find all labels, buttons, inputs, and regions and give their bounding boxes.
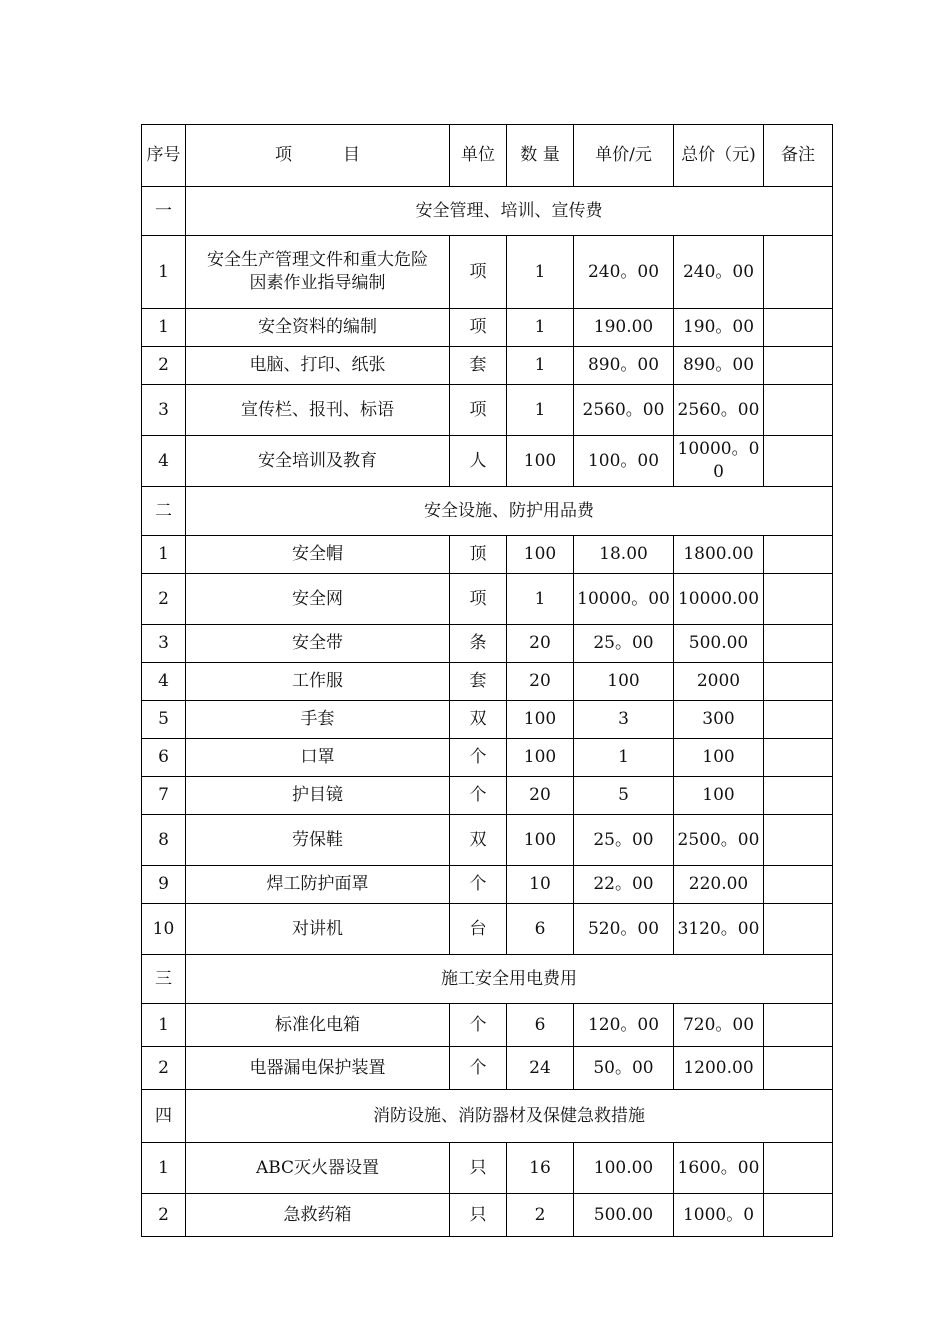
cell-qty: 100 xyxy=(507,815,574,866)
cell-price: 520。00 xyxy=(574,904,674,955)
cell-qty: 1 xyxy=(507,385,574,436)
cell-item: 安全帽 xyxy=(186,536,450,574)
section-row xyxy=(142,1090,833,1143)
cell-seq: 10 xyxy=(142,904,186,955)
cell-qty: 100 xyxy=(507,701,574,739)
cell-note xyxy=(764,309,833,347)
cell-unit: 项 xyxy=(450,309,507,347)
cell-total: 3120。00 xyxy=(674,904,764,955)
cell-unit: 个 xyxy=(450,739,507,777)
section-row xyxy=(142,187,833,236)
cell-seq: 4 xyxy=(142,663,186,701)
cell-note xyxy=(764,701,833,739)
cell-qty: 20 xyxy=(507,625,574,663)
table-row xyxy=(142,1004,833,1047)
cell-price: 240。00 xyxy=(574,236,674,309)
table-row xyxy=(142,777,833,815)
section-number: 一 xyxy=(142,187,186,236)
table-body xyxy=(142,125,833,1237)
cell-qty: 24 xyxy=(507,1047,574,1090)
cell-seq: 3 xyxy=(142,625,186,663)
cell-price: 890。00 xyxy=(574,347,674,385)
cell-price: 3 xyxy=(574,701,674,739)
cell-qty: 6 xyxy=(507,904,574,955)
cell-note xyxy=(764,1047,833,1090)
cell-note xyxy=(764,1143,833,1194)
cell-seq: 6 xyxy=(142,739,186,777)
table-row xyxy=(142,815,833,866)
cell-item: 对讲机 xyxy=(186,904,450,955)
cell-qty: 2 xyxy=(507,1194,574,1237)
header-unit: 单位 xyxy=(450,125,507,187)
cell-unit: 双 xyxy=(450,701,507,739)
cell-seq: 1 xyxy=(142,1143,186,1194)
header-row xyxy=(142,125,833,187)
cell-total: 220.00 xyxy=(674,866,764,904)
cell-total: 190。00 xyxy=(674,309,764,347)
cell-seq: 1 xyxy=(142,309,186,347)
cell-item: 口罩 xyxy=(186,739,450,777)
cell-price: 25。00 xyxy=(574,815,674,866)
table-row xyxy=(142,625,833,663)
cell-item: 电脑、打印、纸张 xyxy=(186,347,450,385)
table-row xyxy=(142,236,833,309)
table-row xyxy=(142,1047,833,1090)
cell-total: 1200.00 xyxy=(674,1047,764,1090)
table-row xyxy=(142,385,833,436)
cell-qty: 1 xyxy=(507,236,574,309)
cell-price: 100.00 xyxy=(574,1143,674,1194)
header-total: 总价（元) xyxy=(674,125,764,187)
section-title: 安全管理、培训、宣传费 xyxy=(186,187,833,236)
cell-seq: 8 xyxy=(142,815,186,866)
cell-note xyxy=(764,436,833,487)
table-row xyxy=(142,904,833,955)
cell-total: 100 xyxy=(674,739,764,777)
header-note: 备注 xyxy=(764,125,833,187)
table-row xyxy=(142,536,833,574)
cell-qty: 10 xyxy=(507,866,574,904)
section-title: 安全设施、防护用品费 xyxy=(186,487,833,536)
cell-item: 劳保鞋 xyxy=(186,815,450,866)
table-row xyxy=(142,701,833,739)
cell-qty: 6 xyxy=(507,1004,574,1047)
cell-seq: 9 xyxy=(142,866,186,904)
cell-note xyxy=(764,236,833,309)
cell-total: 890。00 xyxy=(674,347,764,385)
cell-total: 1800.00 xyxy=(674,536,764,574)
cell-item: 手套 xyxy=(186,701,450,739)
cell-note xyxy=(764,347,833,385)
cell-unit: 个 xyxy=(450,866,507,904)
cell-note xyxy=(764,866,833,904)
cell-price: 190.00 xyxy=(574,309,674,347)
cell-unit: 只 xyxy=(450,1143,507,1194)
header-item: 项 目 xyxy=(186,125,450,187)
cell-note xyxy=(764,739,833,777)
cell-item: 护目镜 xyxy=(186,777,450,815)
section-row xyxy=(142,955,833,1004)
cell-seq: 7 xyxy=(142,777,186,815)
cell-qty: 100 xyxy=(507,436,574,487)
table-row xyxy=(142,1143,833,1194)
cell-price: 50。00 xyxy=(574,1047,674,1090)
cell-note xyxy=(764,536,833,574)
cell-total: 2000 xyxy=(674,663,764,701)
cell-total: 240。00 xyxy=(674,236,764,309)
cell-unit: 个 xyxy=(450,1004,507,1047)
cell-note xyxy=(764,1194,833,1237)
table-row xyxy=(142,663,833,701)
cell-item: 急救药箱 xyxy=(186,1194,450,1237)
cell-item: 安全培训及教育 xyxy=(186,436,450,487)
cell-seq: 1 xyxy=(142,236,186,309)
cell-qty: 1 xyxy=(507,347,574,385)
cell-total: 1000。0 xyxy=(674,1194,764,1237)
cell-qty: 1 xyxy=(507,309,574,347)
cell-note xyxy=(764,777,833,815)
cell-note xyxy=(764,904,833,955)
cell-unit: 项 xyxy=(450,385,507,436)
table-row xyxy=(142,309,833,347)
cell-item: 安全生产管理文件和重大危险因素作业指导编制 xyxy=(186,236,450,309)
cell-total: 2500。00 xyxy=(674,815,764,866)
cell-price: 5 xyxy=(574,777,674,815)
cell-item: ABC灭火器设置 xyxy=(186,1143,450,1194)
cell-qty: 100 xyxy=(507,536,574,574)
cell-seq: 4 xyxy=(142,436,186,487)
cell-item: 电器漏电保护装置 xyxy=(186,1047,450,1090)
header-seq: 序号 xyxy=(142,125,186,187)
cell-price: 10000。00 xyxy=(574,574,674,625)
cell-unit: 条 xyxy=(450,625,507,663)
cell-total: 500.00 xyxy=(674,625,764,663)
table-row xyxy=(142,574,833,625)
section-row xyxy=(142,487,833,536)
cell-price: 2560。00 xyxy=(574,385,674,436)
cell-total: 100 xyxy=(674,777,764,815)
cell-unit: 套 xyxy=(450,347,507,385)
cell-item: 工作服 xyxy=(186,663,450,701)
cell-item: 标准化电箱 xyxy=(186,1004,450,1047)
table-row xyxy=(142,347,833,385)
cell-unit: 项 xyxy=(450,236,507,309)
cell-note xyxy=(764,574,833,625)
cell-price: 22。00 xyxy=(574,866,674,904)
cell-qty: 1 xyxy=(507,574,574,625)
cell-seq: 2 xyxy=(142,1194,186,1237)
cost-table xyxy=(141,124,833,1237)
cell-seq: 2 xyxy=(142,347,186,385)
cell-total: 720。00 xyxy=(674,1004,764,1047)
section-title: 施工安全用电费用 xyxy=(186,955,833,1004)
cell-item: 安全资料的编制 xyxy=(186,309,450,347)
section-number: 二 xyxy=(142,487,186,536)
section-number: 三 xyxy=(142,955,186,1004)
cell-seq: 1 xyxy=(142,536,186,574)
cell-unit: 双 xyxy=(450,815,507,866)
cell-price: 1 xyxy=(574,739,674,777)
table-row xyxy=(142,866,833,904)
cell-qty: 20 xyxy=(507,777,574,815)
table-row xyxy=(142,1194,833,1237)
cell-unit: 个 xyxy=(450,777,507,815)
cell-note xyxy=(764,1004,833,1047)
cell-unit: 顶 xyxy=(450,536,507,574)
section-title: 消防设施、消防器材及保健急救措施 xyxy=(186,1090,833,1143)
table-row xyxy=(142,436,833,487)
cell-qty: 16 xyxy=(507,1143,574,1194)
cell-item: 安全网 xyxy=(186,574,450,625)
cell-unit: 人 xyxy=(450,436,507,487)
cell-note xyxy=(764,625,833,663)
cell-unit: 套 xyxy=(450,663,507,701)
cell-item: 安全带 xyxy=(186,625,450,663)
cell-price: 120。00 xyxy=(574,1004,674,1047)
cell-unit: 个 xyxy=(450,1047,507,1090)
cell-total: 1600。00 xyxy=(674,1143,764,1194)
cell-total: 2560。00 xyxy=(674,385,764,436)
cell-note xyxy=(764,815,833,866)
table-row xyxy=(142,739,833,777)
cell-unit: 台 xyxy=(450,904,507,955)
cell-unit: 只 xyxy=(450,1194,507,1237)
cell-price: 500.00 xyxy=(574,1194,674,1237)
cell-qty: 20 xyxy=(507,663,574,701)
cell-item: 宣传栏、报刊、标语 xyxy=(186,385,450,436)
cell-total: 10000.00 xyxy=(674,574,764,625)
cell-note xyxy=(764,663,833,701)
cell-price: 100 xyxy=(574,663,674,701)
cell-note xyxy=(764,385,833,436)
cell-item: 焊工防护面罩 xyxy=(186,866,450,904)
cell-unit: 项 xyxy=(450,574,507,625)
header-price: 单价/元 xyxy=(574,125,674,187)
cell-qty: 100 xyxy=(507,739,574,777)
cell-price: 18.00 xyxy=(574,536,674,574)
cell-seq: 2 xyxy=(142,574,186,625)
cell-seq: 5 xyxy=(142,701,186,739)
header-qty: 数 量 xyxy=(507,125,574,187)
cell-seq: 1 xyxy=(142,1004,186,1047)
section-number: 四 xyxy=(142,1090,186,1143)
cell-price: 100。00 xyxy=(574,436,674,487)
cell-seq: 2 xyxy=(142,1047,186,1090)
cell-seq: 3 xyxy=(142,385,186,436)
cell-price: 25。00 xyxy=(574,625,674,663)
cell-total: 10000。00 xyxy=(674,436,764,487)
cell-total: 300 xyxy=(674,701,764,739)
